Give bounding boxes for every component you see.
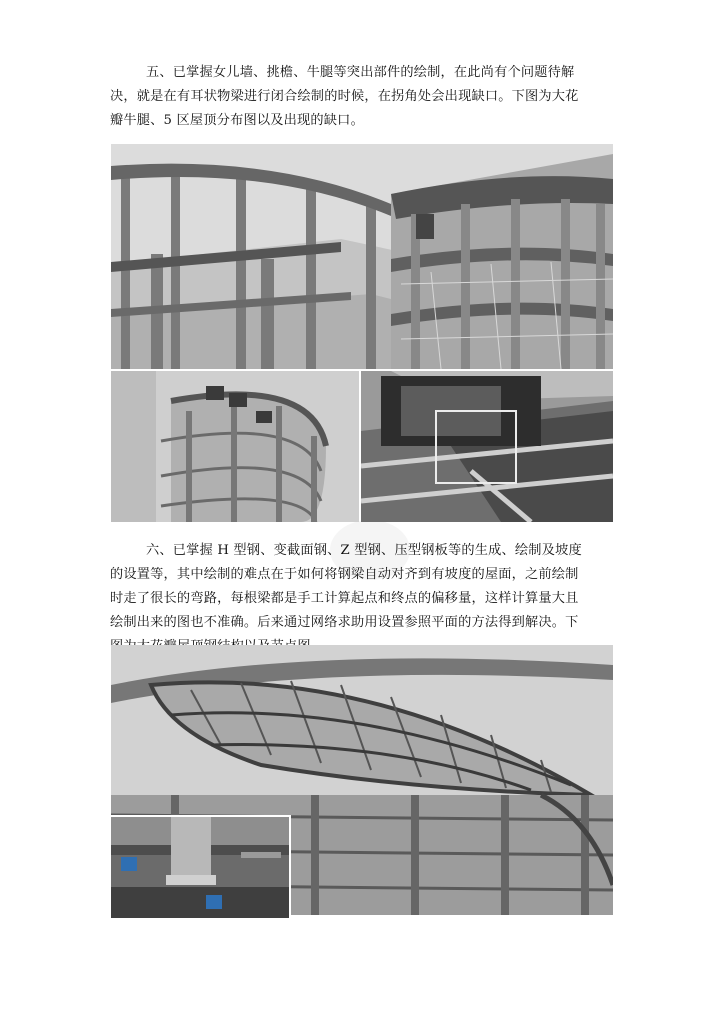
steel-node-detail-inset [111,815,291,918]
corner-gap-closeup [361,371,613,522]
zone5-roof-render [111,371,359,522]
text-line: 五、已掌握女儿墙、挑檐、牛腿等突出部件的绘制，在此尚有个问题待解 [146,65,575,80]
section-6-paragraph [110,539,615,659]
text-line: 六、已掌握 H 型钢、变截面钢、Z 型钢、压型钢板等的生成、绘制及坡度 [146,543,582,558]
section-5-paragraph [110,61,615,133]
text-line: 的设置等，其中绘制的难点在于如何将钢梁自动对齐到有坡度的屋面，之前绘制 [110,567,579,582]
text-line: 时走了很长的弯路，每根梁都是手工计算起点和终点的偏移量，这样计算量大且 [110,591,579,606]
text-line: 瓣牛腿、5 区屋顶分布图以及出现的缺口。 [110,113,364,128]
text-line: 绘制出来的图也不准确。后来通过网络求助用设置参照平面的方法得到解决。下 [110,615,579,630]
text-line: 决，就是在有耳状物梁进行闭合绘制的时候，在拐角处会出现缺口。下图为大花 [110,89,579,104]
corbel-frame-render [111,144,613,369]
